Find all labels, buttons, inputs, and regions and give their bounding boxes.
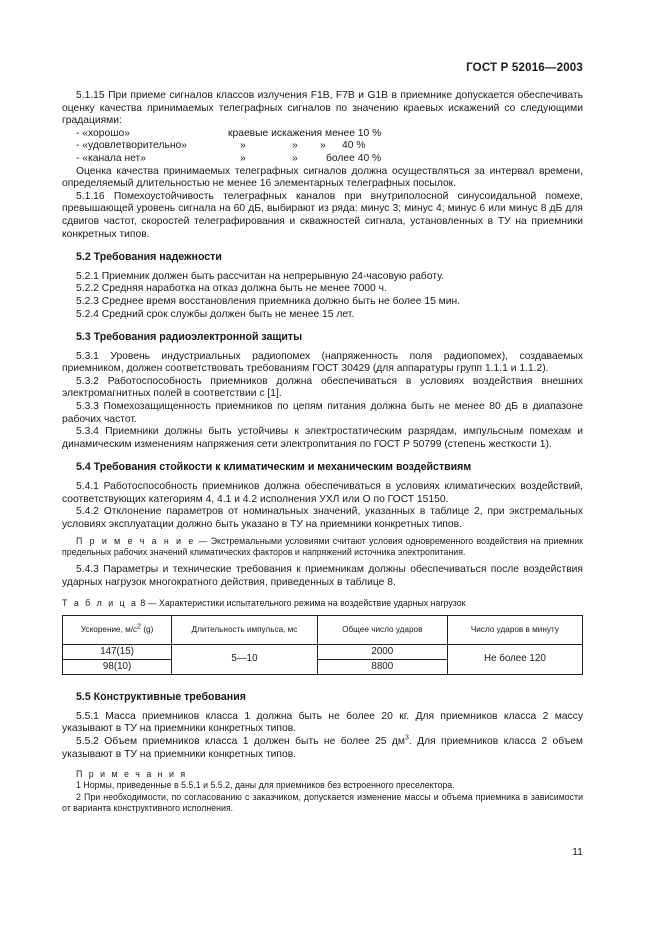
paragraph-5-5-2-rest: . Для приемников класса 2 объем указывают в ТУ на приемники конкретных типов. — [62, 735, 584, 760]
paragraph-5-3-2: 5.3.2 Работоспособность приемников должна обеспечиваться в условиях воздействия внешних электромагнитных полей в соответствии с [1]. — [62, 375, 583, 400]
grade-good — [76, 128, 583, 141]
table-caption — [62, 597, 583, 610]
unit-superscript: 3 — [404, 734, 409, 742]
ditto-mark: » — [240, 140, 246, 152]
cell-duration: 5—10 — [172, 645, 318, 675]
ditto-mark: » — [292, 140, 298, 152]
grade-description: краевые искажения менее 10 % — [228, 127, 382, 139]
paragraph-5-4-1: 5.4.1 Работоспособность приемников должна обеспечиваться в условиях климатических воздействий, соответствующих категориям 4, 4.1 и 4.2 исполнения УХЛ или О по ГОСТ 15150. — [62, 481, 583, 505]
table-header-row — [63, 616, 583, 645]
note-extreme-conditions — [62, 536, 583, 558]
grade-no-channel — [76, 153, 583, 166]
paragraph-5-4-2: 5.4.2 Отклонение параметров от номинальных значений, указанных в таблице 2, при экстремальных условиях эксплуатации должно быть указано в ТУ на приемники конкретных типов. — [62, 506, 583, 530]
cell-per-minute: Не более 120 — [447, 645, 582, 675]
section-title-5-2: 5.2 Требования надежности — [76, 251, 222, 264]
grade-label: - «канала нет» — [76, 152, 146, 164]
header-total: Общее число ударов — [317, 616, 447, 645]
section-title-5-5: 5.5 Конструктивные требования — [76, 691, 246, 704]
note-item: 1 Нормы, приведенные в 5.5.1 и 5.5.2, даны для приемников без встроенного преселектора. — [76, 780, 455, 791]
header-acceleration-unit: (g) — [141, 624, 154, 634]
ditto-mark: » — [320, 140, 326, 152]
cell-acceleration: 147(15) — [63, 645, 172, 660]
header-acceleration-text: Ускорение, м/с — [80, 624, 138, 634]
paragraph-5-2-2: 5.2.2 Средняя наработка на отказ должна быть не менее 7000 ч. — [76, 283, 387, 295]
header-duration: Длительность импульса, мс — [172, 616, 318, 645]
ditto-mark: » — [292, 152, 298, 164]
grade-value: 40 % — [342, 140, 366, 152]
grade-satisfactory — [76, 140, 583, 153]
grade-value: более 40 % — [326, 152, 382, 164]
cell-acceleration: 98(10) — [63, 660, 172, 675]
paragraph-5-5-2-text: 5.5.2 Объем приемников класса 1 должен быть не более 25 дм — [76, 735, 405, 747]
paragraph-5-2-4: 5.2.4 Средний срок службы должен быть не менее 15 лет. — [76, 308, 355, 320]
paragraph-5-5-2 — [62, 736, 583, 761]
paragraph-5-3-4: 5.3.4 Приемники должны быть устойчивы к электростатическим разрядам, импульсным помехам и динамическим изменениям напряжения сети электропитания по ГОСТ Р 50799 (степень жесткости 1). — [62, 426, 583, 450]
document-code-header: ГОСТ Р 52016—2003 — [466, 62, 583, 74]
paragraph-5-3-3: 5.3.3 Помехозащищенность приемников по цепям питания должна быть не менее 80 дБ в диапазоне рабочих частот. — [62, 401, 583, 425]
paragraph-5-4-3: 5.4.3 Параметры и технические требования к приемникам должны обеспечиваться после воздействия ударных нагрузок многократного действия, приведенных в таблице 8. — [62, 564, 583, 588]
grade-label: - «хорошо» — [76, 127, 130, 139]
document-body — [62, 90, 583, 814]
section-title-5-3: 5.3 Требования радиоэлектронной защиты — [76, 331, 303, 344]
table-caption-text: 8 — Характеристики испытательного режима на воздействие ударных нагрузок — [137, 597, 466, 608]
notes-block — [62, 769, 583, 791]
note-item: 2 При необходимости, по согласованию с заказчиком, допускается изменение массы и объема приемника в зависимости от варианта конструктивного исполнения. — [62, 791, 583, 813]
header-acceleration-sup: 2 — [137, 623, 142, 631]
paragraph-5-2-3: 5.2.3 Среднее время восстановления приемника должно быть не более 15 мин. — [76, 295, 461, 307]
header-acceleration — [63, 616, 172, 645]
paragraph-5-5-1: 5.5.1 Масса приемников класса 1 должна быть не более 20 кг. Для приемников класса 2 массу указывают в ТУ на приемники конкретных типов. — [62, 710, 583, 735]
cell-total: 2000 — [317, 645, 447, 660]
cell-total: 8800 — [317, 660, 447, 675]
paragraph-quality-interval: Оценка качества принимаемых телеграфных сигналов должна осуществляться за интервал времени, определяемый длительностью не менее 16 элементарных телеграфных посылок. — [62, 165, 583, 190]
note-text: — Экстремальными условиями считают условия одновременного воздействия на приемник предельных рабочих значений климатических факторов и напряжений источника электропитания. — [62, 536, 583, 558]
paragraph-5-1-16: 5.1.16 Помехоустойчивость телеграфных каналов при внутриполосной синусоидальной помехе, превышающей уровень сигнала на 60 дБ, выбирают из ряда: минус 3; минус 4; минус 6 или минус 8 дБ для сдвигов частот, скоростей телеграфирования и скважностей сигнала, установленных в ТУ на приемники конкретных типов. — [62, 190, 583, 240]
paragraph-5-3-1: 5.3.1 Уровень индустриальных радиопомех (напряженность поля радиопомех), создаваемых приемником, должен соответствовать требованиям ГОСТ 30429 (для аппаратуры групп 1.1.1 и 1.1.2). — [62, 350, 583, 375]
header-per-minute: Число ударов в минуту — [447, 616, 582, 645]
section-title-5-4: 5.4 Требования стойкости к климатическим и механическим воздействиям — [76, 461, 472, 474]
shock-test-table — [62, 615, 583, 675]
ditto-mark: » — [240, 152, 246, 164]
page-number: 11 — [572, 846, 583, 858]
paragraph-5-2-1: 5.2.1 Приемник должен быть рассчитан на непрерывную 24-часовую работу. — [76, 270, 445, 282]
paragraph-5-1-15: 5.1.15 При приеме сигналов классов излучения F1B, F7B и G1B в приемнике допускается обеспечивать оценку качества принимаемых телеграфных сигналов по значению краевых искажений со следующими градациями: — [62, 90, 583, 127]
notes-label: П р и м е ч а н и я — [76, 769, 188, 780]
grade-label: - «удовлетворительно» — [76, 140, 187, 152]
table-caption-label: Т а б л и ц а — [62, 597, 138, 608]
note-label: П р и м е ч а н и е — [76, 536, 196, 547]
table-row — [63, 645, 583, 660]
